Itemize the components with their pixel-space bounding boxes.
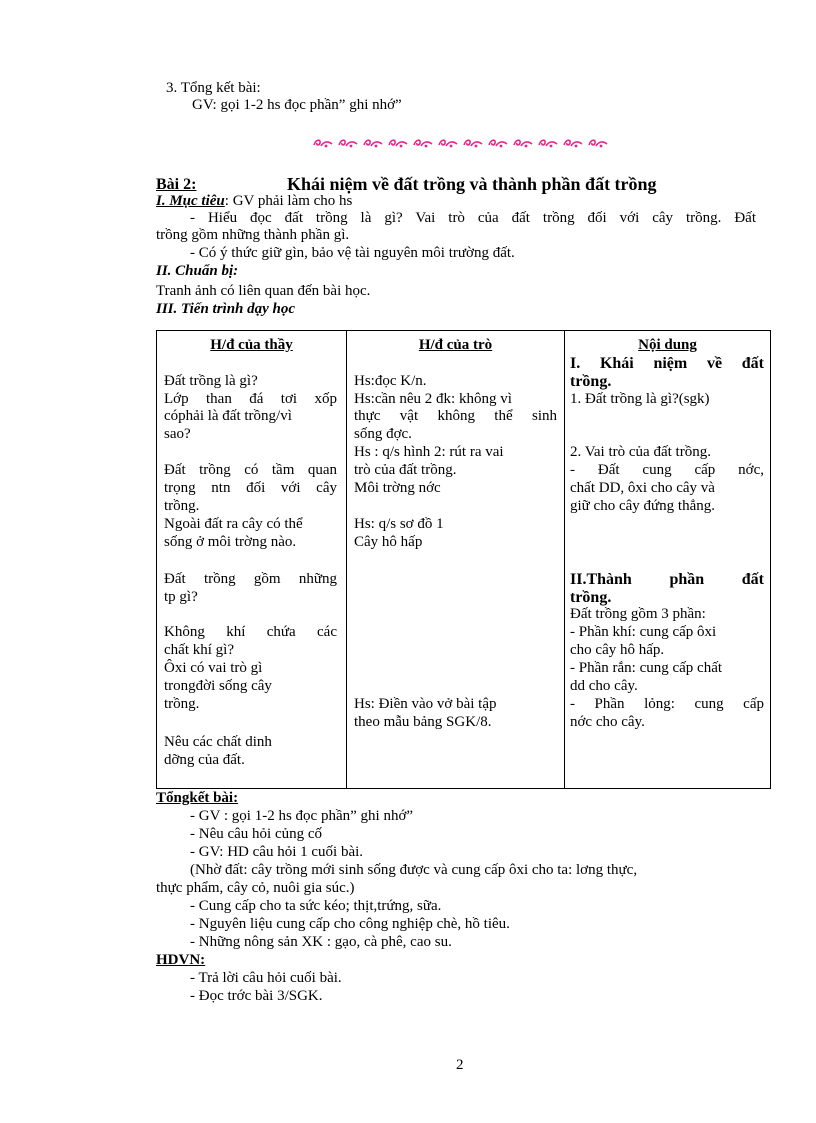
teacher-line: dỡng của đất. [164,752,245,768]
teacher-column [157,331,347,789]
content-line: giữ cho cây đứng thẳng. [570,498,715,514]
lesson-plan-table [156,330,771,789]
teacher-line: Lớp than đá tơi xốp [164,391,337,407]
objectives-tail: GV phải làm cho hs [232,193,353,209]
flourish-icon [537,137,559,149]
summary-line: - Nêu câu hỏi củng cố [190,826,323,842]
flourish-icon [337,137,359,149]
flourish-icon [462,137,484,149]
student-line: Hs: Điền vào vở bài tập [354,696,497,712]
lesson-label: Bài 2: [156,176,197,193]
flourish-icon [562,137,584,149]
summary-line: - Nguyên liệu cung cấp cho công nghiệp chè, hồ tiêu. [190,916,510,932]
content-line: - Phần lỏng: cung cấp [570,696,764,712]
student-line: Hs: q/s sơ đồ 1 [354,516,444,532]
student-line: Cây hô hấp [354,534,423,550]
teacher-line: chất khí gì? [164,642,234,658]
objectives-heading-line [156,193,352,210]
lesson-title: Khái niệm về đất trồng và thành phần đất trồng [287,174,657,194]
teacher-line: trọng ntn đối với cây [164,480,337,496]
flourish-icon [437,137,459,149]
content-line: - Đất cung cấp nớc, [570,462,764,478]
teacher-line: Đất trồng gồm những [164,571,337,587]
content-line: dd cho cây. [570,678,638,694]
student-line: thực vật không thể sinh [354,408,557,424]
content-line: cho cây hô hấp. [570,642,665,658]
summary-heading: Tổngkết bài: [156,790,239,806]
flourish-icon [387,137,409,149]
summary-line: thực phẩm, cây cỏ, nuôi gia súc.) [156,880,355,896]
homework-line: - Trả lời câu hỏi cuối bài. [190,970,342,986]
student-line: Hs:cần nêu 2 đk: không vì [354,391,512,407]
preparation-text: Tranh ảnh có liên quan đến bài học. [156,283,371,299]
teacher-line: Nêu các chất dinh [164,734,272,750]
objective-item-2: - Có ý thức giữ gìn, bảo vệ tài nguyên môi trường đất. [190,245,515,261]
teacher-line: Không khí chứa các [164,624,337,640]
preparation-heading: II. Chuẩn bị: [156,263,239,279]
teacher-line: trồng. [164,696,200,712]
teacher-line: trồng. [164,498,200,514]
homework-heading: HDVN: [156,952,206,968]
student-line: sống đợc. [354,426,412,442]
objectives-colon: : [224,193,233,209]
procedure-heading: III. Tiến trình dạy học [156,301,296,317]
student-line: trò của đất trồng. [354,462,457,478]
teacher-column-header: H/đ của thầy [210,337,293,353]
student-line: Hs:đọc K/n. [354,373,427,389]
summary-line: (Nhờ đất: cây trồng mới sinh sống được và cung cấp ôxi cho ta: lơng thực, [190,862,638,878]
student-line: theo mẫu bảng SGK/8. [354,714,492,730]
flourish-icon [487,137,509,149]
homework-line: - Đọc trớc bài 3/SGK. [190,988,323,1004]
content-line: - Phần khí: cung cấp ôxi [570,624,717,640]
student-column [347,331,565,789]
summary-line: - GV: HD câu hỏi 1 cuối bài. [190,844,364,860]
teacher-line: sống ở môi trờng nào. [164,534,297,550]
teacher-line: Đất trồng là gì? [164,373,258,389]
summary-line: - Những nông sản XK : gạo, cà phê, cao su. [190,934,452,950]
flourish-icon [412,137,434,149]
content-line: chất DD, ôxi cho cây và [570,480,715,496]
teacher-line: Ôxi có vai trò gì [164,660,263,676]
content-section-1-heading: I. Khái niệm về đất [570,355,764,372]
summary-line: - GV : gọi 1-2 hs đọc phần” ghi nhớ” [190,808,414,824]
student-line: Môi trờng nớc [354,480,441,496]
content-line: - Phần rắn: cung cấp chất [570,660,723,676]
previous-summary-heading: 3. Tổng kết bài: [166,80,261,96]
summary-line: - Cung cấp cho ta sức kéo; thịt,trứng, sữa. [190,898,442,914]
teacher-line: cóphải là đất trồng/vì [164,408,292,424]
student-column-header: H/đ của trò [418,337,493,353]
flourish-icon [587,137,609,149]
content-line: Đất trồng gồm 3 phần: [570,606,706,622]
ornament-divider [312,137,617,151]
flourish-icon [512,137,534,149]
teacher-line: Đất trồng có tầm quan [164,462,337,478]
teacher-line: trongđời sống cây [164,678,272,694]
content-section-2-heading: II.Thành phần đất [570,571,764,588]
content-column [565,331,771,789]
objective-item-1-cont: trồng gồm những thành phần gì. [156,227,350,243]
content-section-1-heading-cont: trồng. [570,373,612,390]
previous-summary-line: GV: gọi 1-2 hs đọc phần” ghi nhớ” [192,97,402,113]
objectives-heading: I. Mục tiêu [156,193,225,209]
page-number: 2 [456,1057,464,1073]
student-line: Hs : q/s hình 2: rút ra vai [354,444,504,460]
content-line: nớc cho cây. [570,714,645,730]
content-section-2-heading-cont: trồng. [570,589,612,606]
content-line: 2. Vai trò của đất trồng. [570,444,711,460]
objective-item-1: - Hiểu đọc đất trồng là gì? Vai trò của đất trồng đối với cây trồng. Đất [190,210,756,226]
content-line: 1. Đất trồng là gì?(sgk) [570,391,710,407]
teacher-line: tp gì? [164,589,198,605]
content-column-header: Nội dung [638,337,697,353]
teacher-line: sao? [164,426,191,442]
teacher-line: Ngoài đất ra cây có thể [164,516,303,532]
flourish-icon [362,137,384,149]
flourish-icon [312,137,334,149]
